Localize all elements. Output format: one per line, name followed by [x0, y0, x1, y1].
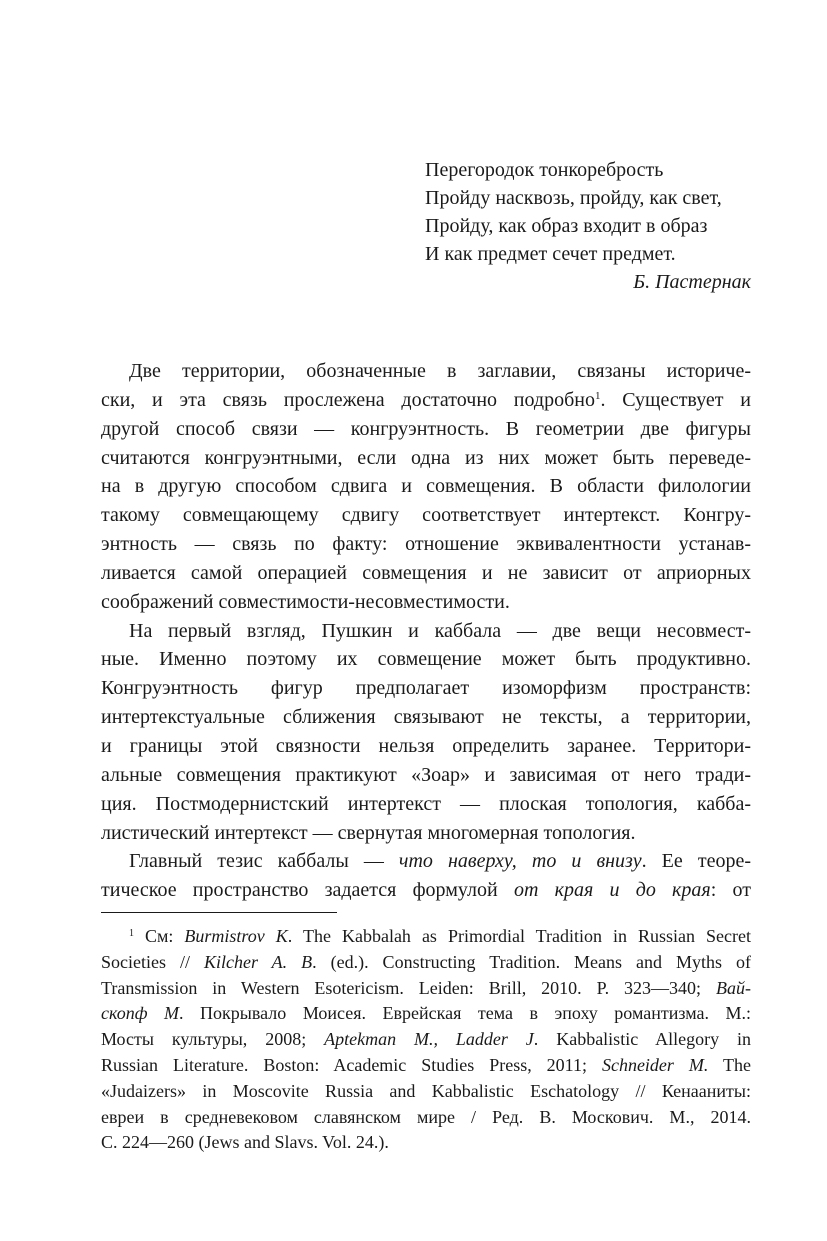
text-line: альные совмещения практикуют «Зоар» и зависимая от него тради-	[101, 763, 751, 786]
epigraph-author: Б. Пастернак	[633, 271, 751, 293]
footnote-line: скопф М. Покрывало Моисея. Еврейская тема в эпоху романтизма. М.:	[101, 1003, 751, 1024]
text-line: другой способ связи — конгруэнтность. В геометрии две фигуры	[101, 417, 751, 440]
text-line: энтность — связь по факту: отношение эквивалентности устанав-	[101, 533, 751, 556]
epigraph-line: И как предмет сечет предмет.	[425, 243, 676, 265]
text-line: ски, и эта связь прослежена достаточно подробно$^1$. Существует и	[101, 388, 751, 411]
footnote-divider	[101, 912, 337, 913]
text-line: такому совмещающему сдвигу соответствует интертекст. Конгру-	[101, 504, 751, 527]
footnote-line: С. 224—260 (Jews and Slavs. Vol. 24.).	[101, 1132, 389, 1153]
paragraph-2	[101, 617, 751, 848]
text-line: На первый взгляд, Пушкин и каббала — две вещи несовмест-	[129, 619, 751, 642]
text-line: интертекстуальные сближения связывают не тексты, а территории,	[101, 706, 751, 729]
text-line: ция. Постмодернистский интертекст — плоская топология, каббa-	[101, 792, 751, 815]
text-line: тическое пространство задается формулой от края и до края: от	[101, 879, 751, 902]
epigraph-line: Пройду насквозь, пройду, как свет,	[425, 187, 722, 209]
paragraph-3	[101, 847, 751, 905]
footnote-line: $^1$ См: Burmistrov K. The Kabbalah as Primordial Tradition in Russian Secret	[129, 926, 751, 946]
footnote-line: евреи в средневековом славянском мире / Ред. В. Москович. М., 2014.	[101, 1106, 751, 1127]
footnote-marker: 1	[129, 928, 134, 939]
text-line: листический интертекст — свернутая многомерная топология.	[101, 821, 636, 844]
paragraph-1	[101, 357, 751, 617]
epigraph-line: Перегородок тонкоребрость	[425, 159, 664, 181]
footnote-line: Societies // Kilcher A. B. (ed.). Constructing Tradition. Means and Myths of	[101, 951, 752, 972]
footnote-line: Transmission in Western Esotericism. Leiden: Brill, 2010. P. 323—340; Вай-	[101, 977, 751, 998]
footnote	[101, 924, 751, 1156]
epigraph-line: Пройду, как образ входит в образ	[425, 215, 708, 237]
text-line: соображений совместимости-несовместимости.	[101, 590, 510, 613]
text-line: Главный тезис каббалы — что наверху, то и внизу. Ее теоре-	[129, 850, 751, 873]
main-text	[101, 357, 751, 905]
text-line: считаются конгруэнтными, если одна из них может быть переведе-	[101, 446, 751, 469]
text-line: и границы этой связности нельзя определить заранее. Территори-	[101, 734, 751, 757]
text-line: ливается самой операцией совмещения и не зависит от априорных	[101, 561, 751, 584]
text-line: Две территории, обозначенные в заглавии, связаны историче-	[129, 360, 751, 382]
footnote-line: «Judaizers» in Moscovite Russia and Kabbalistic Eschatology // Кенааниты:	[101, 1080, 751, 1101]
epigraph	[425, 156, 751, 296]
text-line: на в другую способом сдвига и совмещения. В области филологии	[101, 475, 751, 498]
text-line: Конгруэнтность фигур предполагает изоморфизм пространств:	[101, 677, 751, 700]
footnote-line: Мосты культуры, 2008; Aptekman M., Ladder J. Kabbalistic Allegory in	[101, 1029, 751, 1050]
footnote-line: Russian Literature. Boston: Academic Studies Press, 2011; Schneider M. The	[101, 1054, 751, 1075]
footnote-ref[interactable]: 1	[594, 389, 601, 402]
text-line: ные. Именно поэтому их совмещение может быть продуктивно.	[101, 648, 751, 671]
